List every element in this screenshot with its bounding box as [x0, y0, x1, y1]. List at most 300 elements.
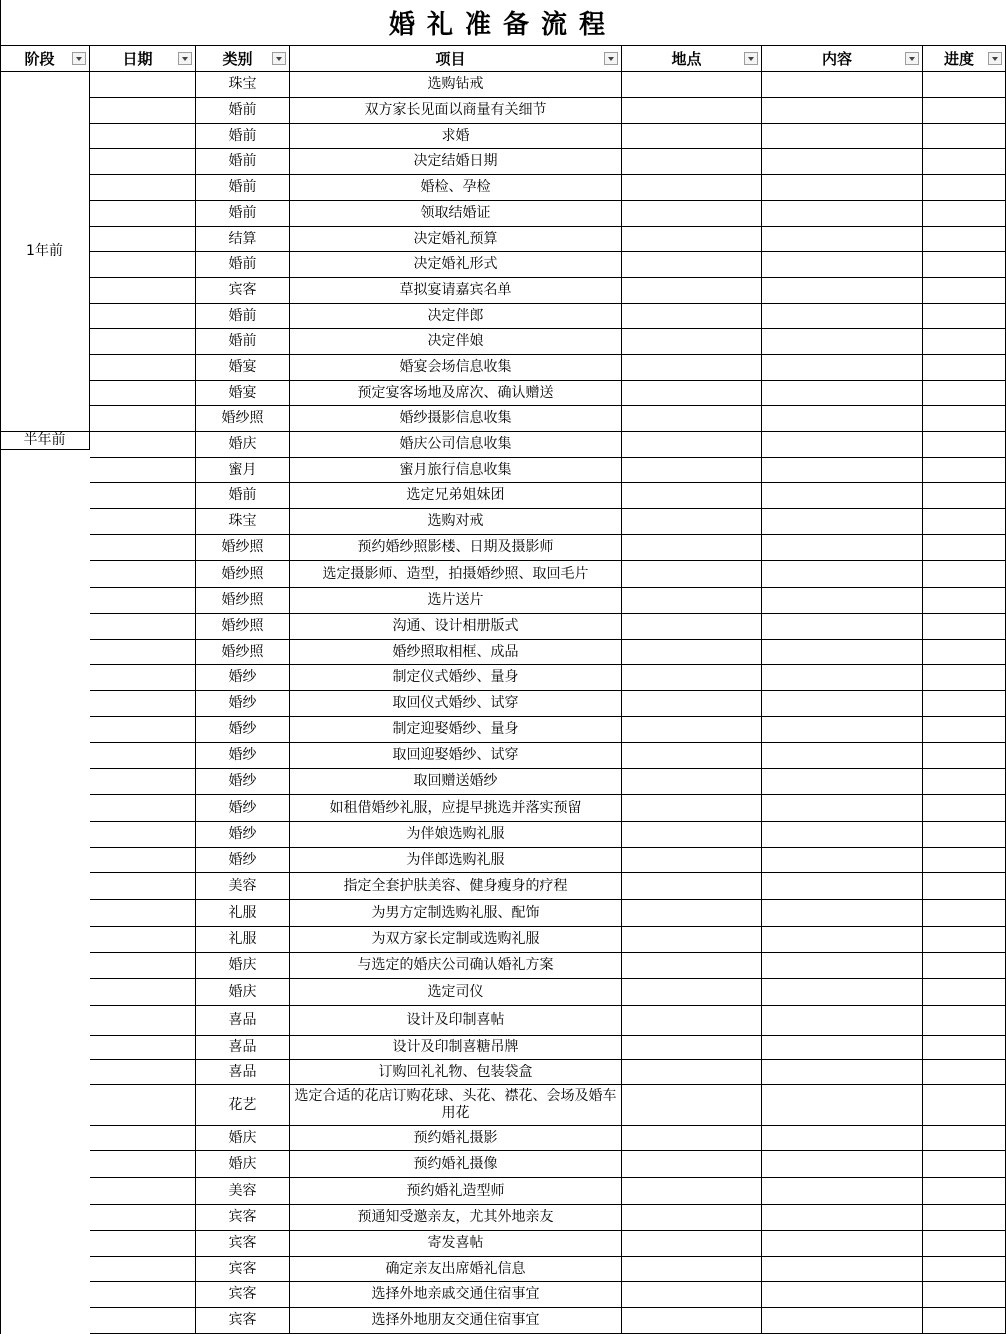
item-cell[interactable]: 预通知受邀亲友，尤其外地亲友	[290, 1205, 622, 1231]
progress-cell[interactable]	[923, 149, 1006, 175]
progress-cell[interactable]	[923, 900, 1006, 927]
progress-cell[interactable]	[923, 381, 1006, 406]
location-cell[interactable]	[622, 1151, 762, 1178]
progress-cell[interactable]	[923, 691, 1006, 717]
content-cell[interactable]	[762, 149, 923, 175]
progress-cell[interactable]	[923, 1085, 1006, 1126]
content-cell[interactable]	[762, 406, 923, 432]
category-cell[interactable]: 婚前	[196, 201, 290, 227]
item-cell[interactable]: 预约婚纱照影楼、日期及摄影师	[290, 535, 622, 561]
category-cell[interactable]: 宾客	[196, 278, 290, 304]
item-cell[interactable]: 选定兄弟姐妹团	[290, 483, 622, 509]
item-cell[interactable]: 预定宴客场地及席次、确认赠送	[290, 381, 622, 406]
content-cell[interactable]	[762, 822, 923, 848]
item-cell[interactable]: 为男方定制选购礼服、配饰	[290, 900, 622, 927]
location-cell[interactable]	[622, 769, 762, 795]
category-cell[interactable]: 花艺	[196, 1085, 290, 1126]
item-cell[interactable]: 指定全套护肤美容、健身瘦身的疗程	[290, 873, 622, 900]
item-cell[interactable]: 寄发喜帖	[290, 1231, 622, 1257]
item-cell[interactable]: 设计及印制喜帖	[290, 1006, 622, 1036]
date-cell[interactable]	[90, 252, 196, 278]
location-cell[interactable]	[622, 72, 762, 98]
filter-dropdown-icon[interactable]	[905, 52, 919, 65]
date-cell[interactable]	[90, 406, 196, 432]
date-cell[interactable]	[90, 1006, 196, 1036]
date-cell[interactable]	[90, 432, 196, 458]
category-cell[interactable]: 婚庆	[196, 979, 290, 1006]
item-cell[interactable]: 选定司仪	[290, 979, 622, 1006]
date-cell[interactable]	[90, 1308, 196, 1334]
category-cell[interactable]: 喜品	[196, 1006, 290, 1036]
content-cell[interactable]	[762, 1060, 923, 1085]
category-cell[interactable]: 婚前	[196, 175, 290, 201]
category-cell[interactable]: 婚庆	[196, 1126, 290, 1151]
item-cell[interactable]: 选择外地朋友交通住宿事宜	[290, 1308, 622, 1334]
date-cell[interactable]	[90, 561, 196, 588]
progress-cell[interactable]	[923, 355, 1006, 381]
item-cell[interactable]: 选购钻戒	[290, 72, 622, 98]
date-cell[interactable]	[90, 1282, 196, 1308]
category-cell[interactable]: 婚庆	[196, 953, 290, 979]
date-cell[interactable]	[90, 979, 196, 1006]
category-cell[interactable]: 婚前	[196, 124, 290, 149]
content-cell[interactable]	[762, 1205, 923, 1231]
category-cell[interactable]: 婚纱	[196, 822, 290, 848]
filter-dropdown-icon[interactable]	[72, 52, 86, 65]
date-cell[interactable]	[90, 227, 196, 252]
date-cell[interactable]	[90, 588, 196, 614]
triangle-down-icon	[909, 57, 915, 61]
location-cell[interactable]	[622, 1126, 762, 1151]
progress-cell[interactable]	[923, 927, 1006, 953]
item-cell[interactable]: 决定结婚日期	[290, 149, 622, 175]
date-cell[interactable]	[90, 873, 196, 900]
progress-cell[interactable]	[923, 329, 1006, 355]
date-cell[interactable]	[90, 1036, 196, 1060]
location-cell[interactable]	[622, 1006, 762, 1036]
category-cell[interactable]: 婚纱	[196, 769, 290, 795]
date-cell[interactable]	[90, 1205, 196, 1231]
location-cell[interactable]	[622, 1257, 762, 1282]
triangle-down-icon	[608, 57, 614, 61]
category-cell[interactable]: 婚宴	[196, 355, 290, 381]
content-cell[interactable]	[762, 979, 923, 1006]
progress-cell[interactable]	[923, 535, 1006, 561]
content-cell[interactable]	[762, 848, 923, 873]
content-cell[interactable]	[762, 381, 923, 406]
location-cell[interactable]	[622, 329, 762, 355]
location-cell[interactable]	[622, 1308, 762, 1334]
location-cell[interactable]	[622, 381, 762, 406]
content-cell[interactable]	[762, 98, 923, 124]
location-cell[interactable]	[622, 1178, 762, 1205]
content-cell[interactable]	[762, 227, 923, 252]
item-cell[interactable]: 为伴郎选购礼服	[290, 848, 622, 873]
content-cell[interactable]	[762, 329, 923, 355]
item-cell[interactable]: 选片送片	[290, 588, 622, 614]
location-cell[interactable]	[622, 509, 762, 535]
content-cell[interactable]	[762, 1178, 923, 1205]
progress-cell[interactable]	[923, 1308, 1006, 1334]
category-cell[interactable]: 婚纱照	[196, 588, 290, 614]
progress-cell[interactable]	[923, 795, 1006, 822]
content-cell[interactable]	[762, 483, 923, 509]
content-cell[interactable]	[762, 1231, 923, 1257]
item-cell[interactable]: 订购回礼礼物、包装袋盒	[290, 1060, 622, 1085]
date-cell[interactable]	[90, 717, 196, 743]
item-cell[interactable]: 选定摄影师、造型，拍摄婚纱照、取回毛片	[290, 561, 622, 588]
content-cell[interactable]	[762, 201, 923, 227]
date-cell[interactable]	[90, 98, 196, 124]
date-cell[interactable]	[90, 665, 196, 691]
location-cell[interactable]	[622, 900, 762, 927]
item-cell[interactable]: 取回迎娶婚纱、试穿	[290, 743, 622, 769]
category-cell[interactable]: 婚纱	[196, 665, 290, 691]
date-cell[interactable]	[90, 483, 196, 509]
progress-cell[interactable]	[923, 665, 1006, 691]
item-cell[interactable]: 求婚	[290, 124, 622, 149]
category-cell[interactable]: 婚纱照	[196, 561, 290, 588]
location-cell[interactable]	[622, 201, 762, 227]
content-cell[interactable]	[762, 432, 923, 458]
content-cell[interactable]	[762, 873, 923, 900]
progress-cell[interactable]	[923, 458, 1006, 483]
progress-cell[interactable]	[923, 769, 1006, 795]
location-cell[interactable]	[622, 691, 762, 717]
content-cell[interactable]	[762, 1282, 923, 1308]
category-cell[interactable]: 婚纱照	[196, 406, 290, 432]
progress-cell[interactable]	[923, 848, 1006, 873]
location-cell[interactable]	[622, 98, 762, 124]
progress-cell[interactable]	[923, 588, 1006, 614]
item-cell[interactable]: 选择外地亲戚交通住宿事宜	[290, 1282, 622, 1308]
location-cell[interactable]	[622, 1231, 762, 1257]
category-cell[interactable]: 婚纱	[196, 795, 290, 822]
location-cell[interactable]	[622, 717, 762, 743]
progress-cell[interactable]	[923, 98, 1006, 124]
location-cell[interactable]	[622, 873, 762, 900]
content-cell[interactable]	[762, 953, 923, 979]
location-cell[interactable]	[622, 355, 762, 381]
item-cell[interactable]: 领取结婚证	[290, 201, 622, 227]
date-cell[interactable]	[90, 1151, 196, 1178]
progress-cell[interactable]	[923, 201, 1006, 227]
category-cell[interactable]: 喜品	[196, 1060, 290, 1085]
progress-cell[interactable]	[923, 1282, 1006, 1308]
date-cell[interactable]	[90, 1060, 196, 1085]
progress-cell[interactable]	[923, 227, 1006, 252]
progress-cell[interactable]	[923, 124, 1006, 149]
date-cell[interactable]	[90, 953, 196, 979]
category-cell[interactable]: 珠宝	[196, 509, 290, 535]
category-cell[interactable]: 珠宝	[196, 72, 290, 98]
date-cell[interactable]	[90, 614, 196, 640]
progress-cell[interactable]	[923, 432, 1006, 458]
progress-cell[interactable]	[923, 1006, 1006, 1036]
item-cell[interactable]: 制定迎娶婚纱、量身	[290, 717, 622, 743]
location-cell[interactable]	[622, 458, 762, 483]
progress-cell[interactable]	[923, 717, 1006, 743]
location-cell[interactable]	[622, 252, 762, 278]
progress-cell[interactable]	[923, 1126, 1006, 1151]
location-cell[interactable]	[622, 124, 762, 149]
date-cell[interactable]	[90, 743, 196, 769]
date-cell[interactable]	[90, 149, 196, 175]
date-cell[interactable]	[90, 1085, 196, 1126]
date-cell[interactable]	[90, 175, 196, 201]
content-cell[interactable]	[762, 1151, 923, 1178]
location-cell[interactable]	[622, 743, 762, 769]
location-cell[interactable]	[622, 483, 762, 509]
category-cell[interactable]: 婚前	[196, 483, 290, 509]
category-cell[interactable]: 蜜月	[196, 458, 290, 483]
location-cell[interactable]	[622, 304, 762, 329]
item-cell[interactable]: 决定伴郎	[290, 304, 622, 329]
content-cell[interactable]	[762, 640, 923, 665]
item-cell[interactable]: 预约婚礼摄像	[290, 1151, 622, 1178]
item-cell[interactable]: 决定婚礼预算	[290, 227, 622, 252]
content-cell[interactable]	[762, 1006, 923, 1036]
item-cell[interactable]: 为双方家长定制或选购礼服	[290, 927, 622, 953]
item-cell[interactable]: 婚纱摄影信息收集	[290, 406, 622, 432]
category-cell[interactable]: 婚前	[196, 329, 290, 355]
progress-cell[interactable]	[923, 561, 1006, 588]
item-cell[interactable]: 决定婚礼形式	[290, 252, 622, 278]
date-cell[interactable]	[90, 381, 196, 406]
category-cell[interactable]: 结算	[196, 227, 290, 252]
content-cell[interactable]	[762, 1126, 923, 1151]
location-cell[interactable]	[622, 665, 762, 691]
location-cell[interactable]	[622, 227, 762, 252]
item-cell[interactable]: 为伴娘选购礼服	[290, 822, 622, 848]
progress-cell[interactable]	[923, 509, 1006, 535]
location-cell[interactable]	[622, 561, 762, 588]
category-cell[interactable]: 婚纱	[196, 717, 290, 743]
content-cell[interactable]	[762, 743, 923, 769]
category-cell[interactable]: 婚纱	[196, 848, 290, 873]
content-cell[interactable]	[762, 795, 923, 822]
item-cell[interactable]: 制定仪式婚纱、量身	[290, 665, 622, 691]
category-cell[interactable]: 宾客	[196, 1282, 290, 1308]
content-cell[interactable]	[762, 665, 923, 691]
item-cell[interactable]: 预约婚礼造型师	[290, 1178, 622, 1205]
date-cell[interactable]	[90, 304, 196, 329]
item-cell[interactable]: 草拟宴请嘉宾名单	[290, 278, 622, 304]
location-cell[interactable]	[622, 953, 762, 979]
progress-cell[interactable]	[923, 979, 1006, 1006]
location-cell[interactable]	[622, 927, 762, 953]
progress-cell[interactable]	[923, 406, 1006, 432]
date-cell[interactable]	[90, 900, 196, 927]
content-cell[interactable]	[762, 900, 923, 927]
location-cell[interactable]	[622, 979, 762, 1006]
location-cell[interactable]	[622, 1282, 762, 1308]
content-cell[interactable]	[762, 124, 923, 149]
date-cell[interactable]	[90, 355, 196, 381]
progress-cell[interactable]	[923, 175, 1006, 201]
content-cell[interactable]	[762, 561, 923, 588]
location-cell[interactable]	[622, 588, 762, 614]
content-cell[interactable]	[762, 509, 923, 535]
progress-cell[interactable]	[923, 1257, 1006, 1282]
category-cell[interactable]: 婚前	[196, 304, 290, 329]
category-cell[interactable]: 婚庆	[196, 432, 290, 458]
category-cell[interactable]: 喜品	[196, 1036, 290, 1060]
date-cell[interactable]	[90, 458, 196, 483]
item-cell[interactable]: 婚宴会场信息收集	[290, 355, 622, 381]
category-cell[interactable]: 礼服	[196, 927, 290, 953]
location-cell[interactable]	[622, 406, 762, 432]
content-cell[interactable]	[762, 72, 923, 98]
item-cell[interactable]: 预约婚礼摄影	[290, 1126, 622, 1151]
date-cell[interactable]	[90, 848, 196, 873]
date-cell[interactable]	[90, 124, 196, 149]
item-cell[interactable]: 取回仪式婚纱、试穿	[290, 691, 622, 717]
category-cell[interactable]: 婚前	[196, 252, 290, 278]
item-cell[interactable]: 双方家长见面以商量有关细节	[290, 98, 622, 124]
category-cell[interactable]: 宾客	[196, 1308, 290, 1334]
category-cell[interactable]: 婚纱照	[196, 614, 290, 640]
location-cell[interactable]	[622, 795, 762, 822]
item-cell[interactable]: 选购对戒	[290, 509, 622, 535]
location-cell[interactable]	[622, 822, 762, 848]
content-cell[interactable]	[762, 691, 923, 717]
item-cell[interactable]: 婚纱照取相框、成品	[290, 640, 622, 665]
date-cell[interactable]	[90, 1257, 196, 1282]
category-cell[interactable]: 礼服	[196, 900, 290, 927]
date-cell[interactable]	[90, 509, 196, 535]
location-cell[interactable]	[622, 535, 762, 561]
filter-dropdown-icon[interactable]	[178, 52, 192, 65]
item-cell[interactable]: 如租借婚纱礼服，应提早挑选并落实预留	[290, 795, 622, 822]
progress-cell[interactable]	[923, 278, 1006, 304]
date-cell[interactable]	[90, 1178, 196, 1205]
date-cell[interactable]	[90, 278, 196, 304]
sheet-title: 婚礼准备流程	[0, 0, 1006, 46]
location-cell[interactable]	[622, 278, 762, 304]
category-cell[interactable]: 美容	[196, 873, 290, 900]
progress-cell[interactable]	[923, 953, 1006, 979]
category-cell[interactable]: 婚前	[196, 149, 290, 175]
content-cell[interactable]	[762, 614, 923, 640]
date-cell[interactable]	[90, 795, 196, 822]
progress-cell[interactable]	[923, 1060, 1006, 1085]
category-cell[interactable]: 婚纱照	[196, 535, 290, 561]
content-cell[interactable]	[762, 1085, 923, 1126]
progress-cell[interactable]	[923, 822, 1006, 848]
progress-cell[interactable]	[923, 1205, 1006, 1231]
item-cell[interactable]: 与选定的婚庆公司确认婚礼方案	[290, 953, 622, 979]
category-cell[interactable]: 婚纱	[196, 743, 290, 769]
content-cell[interactable]	[762, 588, 923, 614]
filter-dropdown-icon[interactable]	[272, 52, 286, 65]
item-cell[interactable]: 沟通、设计相册版式	[290, 614, 622, 640]
progress-cell[interactable]	[923, 252, 1006, 278]
category-cell[interactable]: 宾客	[196, 1231, 290, 1257]
content-cell[interactable]	[762, 1308, 923, 1334]
date-cell[interactable]	[90, 1231, 196, 1257]
date-cell[interactable]	[90, 1126, 196, 1151]
progress-cell[interactable]	[923, 1178, 1006, 1205]
filter-dropdown-icon[interactable]	[744, 52, 758, 65]
date-cell[interactable]	[90, 640, 196, 665]
progress-cell[interactable]	[923, 1036, 1006, 1060]
content-cell[interactable]	[762, 1257, 923, 1282]
category-cell[interactable]: 婚前	[196, 98, 290, 124]
category-cell[interactable]: 宾客	[196, 1205, 290, 1231]
item-cell[interactable]: 取回赠送婚纱	[290, 769, 622, 795]
item-cell[interactable]: 婚检、孕检	[290, 175, 622, 201]
category-cell[interactable]: 婚宴	[196, 381, 290, 406]
category-cell[interactable]: 婚纱照	[196, 640, 290, 665]
content-cell[interactable]	[762, 304, 923, 329]
location-cell[interactable]	[622, 640, 762, 665]
location-cell[interactable]	[622, 432, 762, 458]
location-cell[interactable]	[622, 175, 762, 201]
progress-cell[interactable]	[923, 304, 1006, 329]
category-cell[interactable]: 美容	[196, 1178, 290, 1205]
location-cell[interactable]	[622, 1085, 762, 1126]
content-cell[interactable]	[762, 1036, 923, 1060]
content-cell[interactable]	[762, 535, 923, 561]
location-cell[interactable]	[622, 149, 762, 175]
progress-cell[interactable]	[923, 72, 1006, 98]
item-cell[interactable]: 婚庆公司信息收集	[290, 432, 622, 458]
date-cell[interactable]	[90, 927, 196, 953]
date-cell[interactable]	[90, 769, 196, 795]
location-cell[interactable]	[622, 614, 762, 640]
item-cell[interactable]: 决定伴娘	[290, 329, 622, 355]
content-cell[interactable]	[762, 458, 923, 483]
progress-cell[interactable]	[923, 483, 1006, 509]
item-cell[interactable]: 设计及印制喜糖吊牌	[290, 1036, 622, 1060]
filter-dropdown-icon[interactable]	[988, 52, 1002, 65]
date-cell[interactable]	[90, 535, 196, 561]
content-cell[interactable]	[762, 769, 923, 795]
date-cell[interactable]	[90, 691, 196, 717]
content-cell[interactable]	[762, 175, 923, 201]
date-cell[interactable]	[90, 72, 196, 98]
category-cell[interactable]: 宾客	[196, 1257, 290, 1282]
date-cell[interactable]	[90, 329, 196, 355]
date-cell[interactable]	[90, 822, 196, 848]
filter-dropdown-icon[interactable]	[604, 52, 618, 65]
header-location	[622, 46, 762, 72]
item-cell[interactable]: 确定亲友出席婚礼信息	[290, 1257, 622, 1282]
header-category	[196, 46, 290, 72]
content-cell[interactable]	[762, 717, 923, 743]
content-cell[interactable]	[762, 927, 923, 953]
content-cell[interactable]	[762, 355, 923, 381]
location-cell[interactable]	[622, 848, 762, 873]
progress-cell[interactable]	[923, 873, 1006, 900]
content-cell[interactable]	[762, 278, 923, 304]
progress-cell[interactable]	[923, 743, 1006, 769]
location-cell[interactable]	[622, 1060, 762, 1085]
content-cell[interactable]	[762, 252, 923, 278]
progress-cell[interactable]	[923, 640, 1006, 665]
category-cell[interactable]: 婚纱	[196, 691, 290, 717]
progress-cell[interactable]	[923, 1151, 1006, 1178]
location-cell[interactable]	[622, 1036, 762, 1060]
item-cell[interactable]: 选定合适的花店订购花球、头花、襟花、会场及婚车用花	[290, 1085, 622, 1126]
progress-cell[interactable]	[923, 614, 1006, 640]
date-cell[interactable]	[90, 201, 196, 227]
location-cell[interactable]	[622, 1205, 762, 1231]
progress-cell[interactable]	[923, 1231, 1006, 1257]
category-cell[interactable]: 婚庆	[196, 1151, 290, 1178]
item-cell[interactable]: 蜜月旅行信息收集	[290, 458, 622, 483]
